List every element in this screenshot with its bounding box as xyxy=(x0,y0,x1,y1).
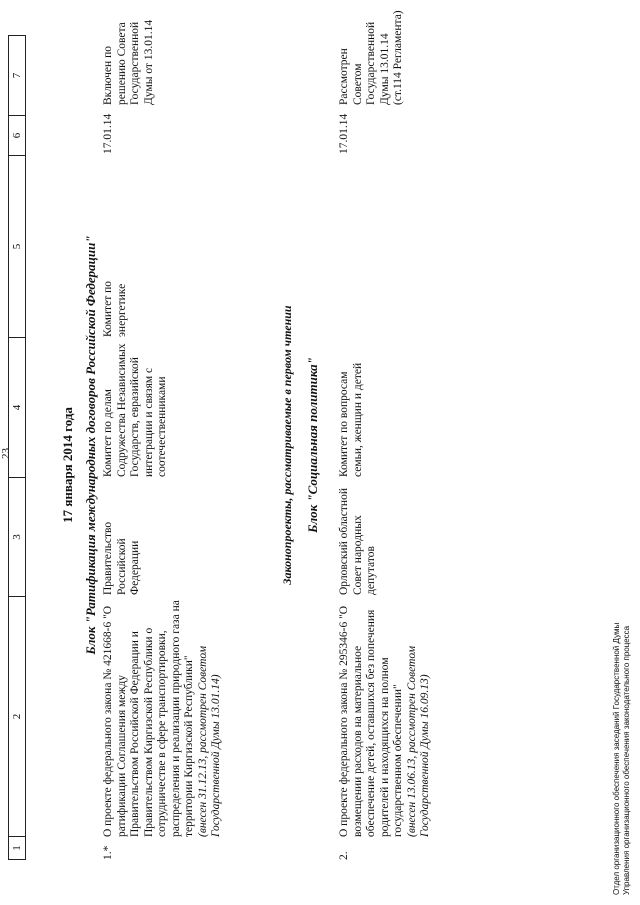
responsible-committee: Комитет по делам Содружества Независимых Государств, евразийской интеграции и связям с соотечественниками xyxy=(102,343,168,477)
consideration-status: Рассмотрен Советом Государственной Думы 13.01.14 (ст.114 Регламента) xyxy=(338,10,404,105)
column-2-header: 2 xyxy=(9,596,25,836)
column-5-header: 5 xyxy=(9,155,25,337)
bill-note: (внесен 13.06.13, рассмотрен Советом Государственной Думы 16.09.13) xyxy=(405,645,431,837)
column-1-header: 1 xyxy=(9,836,25,859)
bill-title xyxy=(338,597,433,837)
row-number: 1.* xyxy=(102,845,114,860)
section-heading-first-reading: Законопроекты, рассматриваемые в первом чтении xyxy=(280,305,294,585)
column-number-header xyxy=(8,35,26,860)
bill-title-text: О проекте федерального закона № 421668-6 "О ратификации Соглашения между Правительством Российской Федерации и Правительством Киргизской Республики о сотрудничестве в сфере транспортировки, распределения и реализации природного газа на территории Киргизской Республики" xyxy=(102,600,195,837)
block-heading-ratification: Блок "Ратификация международных договоров Российской Федерации" xyxy=(83,235,98,655)
bill-title-text: О проекте федерального закона № 295346-6 "О возмещении расходов на материальное обеспечение детей, оставшихся без попечения родителей и находящихся на полном государственном обеспечении" xyxy=(338,605,404,837)
page-number: 23 xyxy=(0,448,12,459)
initiator: Орловский областной Совет народных депутатов xyxy=(338,488,377,595)
consideration-status: Включен по решению Совета Государственной Думы от 13.01.14 xyxy=(102,19,155,105)
column-3-header: 3 xyxy=(9,477,25,596)
footer xyxy=(612,475,632,895)
consideration-date: 17.01.14 xyxy=(338,113,350,154)
column-6-header: 6 xyxy=(9,115,25,155)
footer-line-2: Управления организационного обеспечения законодательного процесса xyxy=(622,625,631,895)
column-7-header: 7 xyxy=(11,72,23,79)
date-heading: 17 января 2014 года xyxy=(60,407,75,523)
footer-line-1: Отдел организационного обеспечения заседаний Государственной Думы xyxy=(612,622,621,895)
responsible-committee: Комитет по вопросам семьи, женщин и детей xyxy=(338,362,364,477)
column-4-header: 4 xyxy=(9,337,25,477)
block-heading-social-policy: Блок "Социальная политика" xyxy=(305,357,320,533)
row-number: 2. xyxy=(338,851,350,860)
bill-note: (внесен 31.12.13, рассмотрен Советом Государственной Думы 13.01.14) xyxy=(196,645,222,837)
consideration-date: 17.01.14 xyxy=(102,113,114,154)
bill-title xyxy=(102,597,224,837)
co-executor-committee: Комитет по энергетике xyxy=(102,281,128,337)
initiator: Правительство Российской Федерации xyxy=(102,521,141,595)
